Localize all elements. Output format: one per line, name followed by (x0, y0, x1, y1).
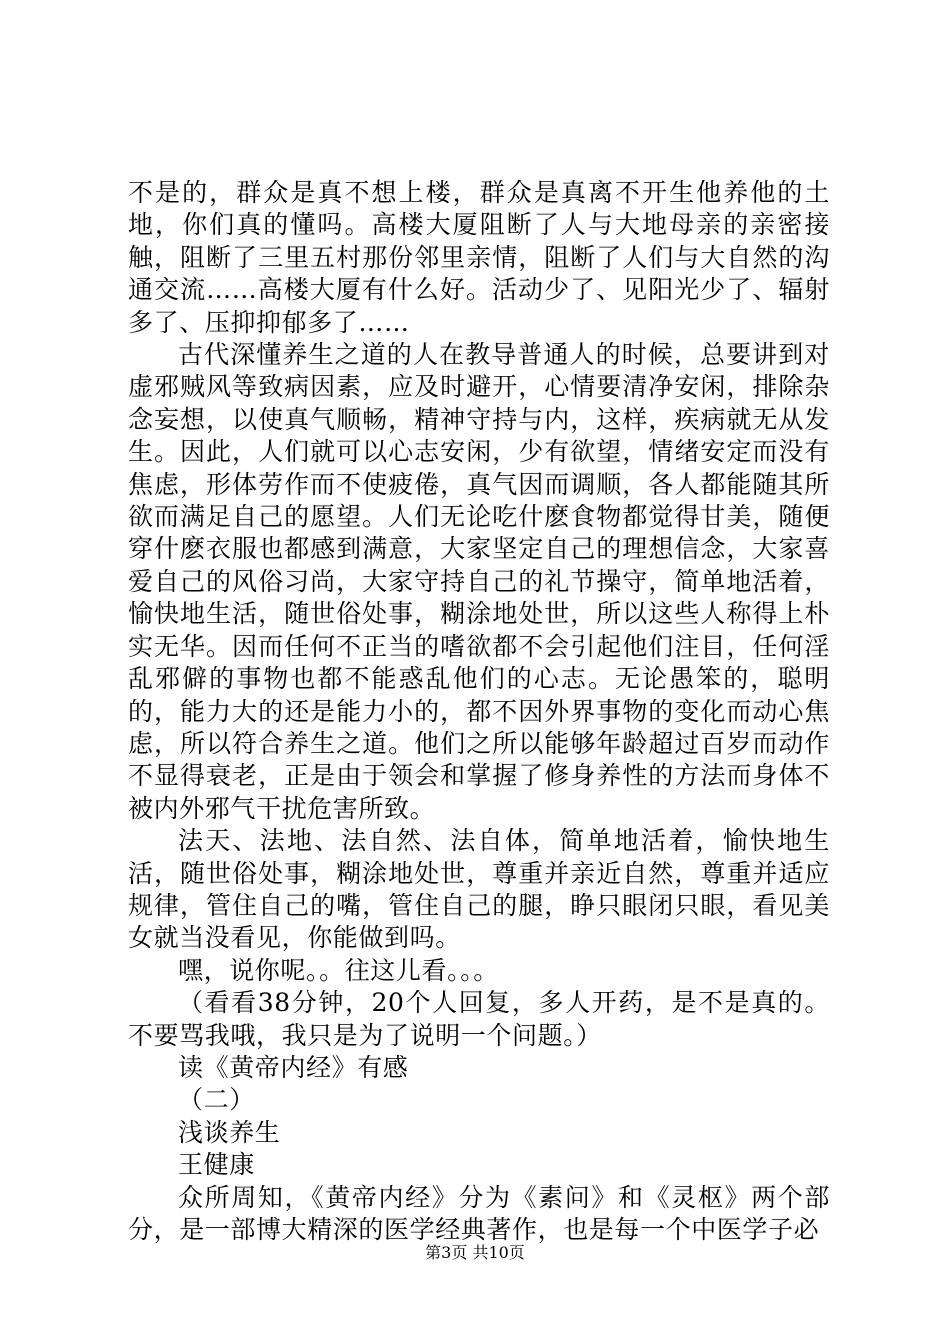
section-number: （二） (178, 1085, 255, 1115)
paragraph-2: 古代深懂养生之道的人在教导普通人的时候，总要讲到对虚邪贼风等致病因素，应及时避开，心情要清净安闲，排除杂念妄想，以使真气顺畅，精神守持与内，这样，疾病就无从发生。因此，人们就可以心志安闲，少有欲望，情绪安定而没有焦虑，形体劳作而不使疲倦，真气因而调顺，各人都能随其所欲而满足自己的愿望。人们无论吃什麽食物都觉得甘美，随便穿什麽衣服也都感到满意，大家坚定自己的理想信念，大家喜爱自己的风俗习尚，大家守持自己的礼节操守，简单地活着，愉快地生活，随世俗处事，糊涂地处世，所以这些人称得上朴实无华。因而任何不正当的嗜欲都不会引起他们注目，任何淫乱邪僻的事物也都不能惑乱他们的心志。无论愚笨的，聪明的，能力大的还是能力小的，都不因外界事物的变化而动心焦虑，所以符合养生之道。他们之所以能够年龄超过百岁而动作不显得衰老，正是由于领会和掌握了修身养性的方法而身体不被内外邪气干扰危害所致。 (128, 340, 830, 823)
paragraph-4: 嘿，说你呢。。往这儿看。。。 (178, 955, 499, 985)
paragraph-5: （看看38分钟，20个人回复，多人开药，是不是真的。不要骂我哦，我只是为了说明一个问题。） (128, 988, 830, 1050)
article-title: 读《黄帝内经》有感 (178, 1052, 409, 1082)
paragraph-3: 法天、法地、法自然、法自体，简单地活着，愉快地生活，随世俗处事，糊涂地处世，尊重并亲近自然，尊重并适应规律，管住自己的嘴，管住自己的腿，睁只眼闭只眼，看见美女就当没看见，你能做到吗。 (128, 826, 830, 953)
author-name: 王健康 (178, 1150, 255, 1180)
paragraph-1: 不是的，群众是真不想上楼，群众是真离不开生他养他的土地，你们真的懂吗。高楼大厦阻断了人与大地母亲的亲密接触，阻断了三里五村那份邻里亲情，阻断了人们与大自然的沟通交流……高楼大厦有什么好。活动少了、见阳光少了、辐射多了、压抑抑郁多了…… (128, 178, 830, 337)
page-footer: 第3页 共10页 (425, 1243, 525, 1262)
paragraph-6: 众所周知，《黄帝内经》分为《素问》和《灵枢》两个部分，是一部博大精深的医学经典著作，也是每一个中医学子必 (128, 1182, 830, 1244)
section-title: 浅谈养生 (178, 1117, 281, 1147)
document-body (128, 177, 830, 1246)
